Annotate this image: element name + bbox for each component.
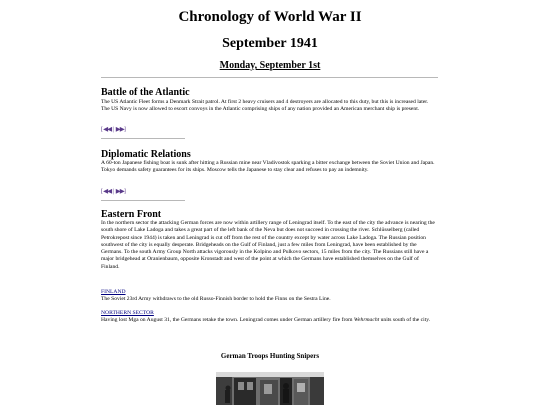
nav-bracket-open: [	[101, 188, 104, 195]
subsection-northern	[101, 310, 438, 325]
subsection-text-northern-em: Wehrmacht	[353, 317, 380, 324]
prev-arrow-icon[interactable]: ◀◀	[103, 188, 112, 195]
nav-separator: |	[112, 188, 115, 195]
section-heading-eastern: Eastern Front	[101, 209, 162, 220]
photo-caption: German Troops Hunting Snipers	[220, 352, 320, 360]
date-heading-text: Monday, September 1st	[219, 60, 321, 71]
page-subtitle: September 1941	[222, 36, 318, 51]
subsection-finland	[101, 289, 438, 304]
subsection-label-finland: FINLAND	[101, 289, 126, 295]
nav-links	[101, 188, 126, 196]
subsection-text-northern: Having lost Mga on August 31, the Germans retake the town. Leningrad comes under German artillery fire from	[101, 317, 353, 324]
divider	[101, 200, 185, 201]
soldiers-photo	[216, 372, 324, 405]
page-title: Chronology of World War II	[178, 9, 362, 25]
subsection-text-finland: The Soviet 23rd Army withdraws to the old Russo-Finnish border to hold the Finns on the Sestra Line.	[101, 296, 331, 303]
section-heading-diplomatic: Diplomatic Relations	[101, 149, 191, 160]
nav-bracket-close: ]	[123, 188, 126, 195]
section-text-eastern: In the northern sector the attacking German forces are now within artillery range of Leningrad itself. To the east of the city the advance is nearing the south shore of Lake Ladoga and takes a great part of the left bank of the Neva but does not succeed in crossing the river. Schlüsselberg (called Petrokrepost since 1944) is taken and Leningrad is cut off from the rest of the country except by water across Lake Ladoga. The Russian position southwest of the city is equally desperate. Bridgeheads on the Gulf of Finland, just a few miles from Leningrad, have been established by the Germans. To the south Army Group North attacks vigorously in the Kolpino and Pulkovo sectors, 15 miles from the city. The Russians still have a major bridgehead at Oranienbaum, opposite Kronstadt and west of the point at which the Germans have established themselves on the Gulf of Finland.	[101, 220, 435, 270]
section-text-atlantic: The US Atlantic Fleet forms a Denmark Strait patrol. At first 2 heavy cruisers and 4 destroyers are allocated to this duty, but this is increased later. The US Navy is now allowed to escort convoys in the Atlantic comprising ships of any nation provided an American merchant ship is present.	[101, 99, 429, 113]
divider	[101, 77, 438, 78]
next-arrow-icon[interactable]: ▶▶	[115, 126, 124, 133]
nav-links	[101, 126, 126, 134]
section-heading-atlantic: Battle of the Atlantic	[101, 87, 190, 98]
subsection-text-northern-end: units south of the city.	[380, 317, 431, 324]
photo-graphic	[216, 372, 324, 405]
nav-bracket-open: [	[101, 126, 104, 133]
prev-arrow-icon[interactable]: ◀◀	[103, 126, 112, 133]
nav-bracket-close: ]	[123, 126, 126, 133]
next-arrow-icon[interactable]: ▶▶	[115, 188, 124, 195]
subsection-label-northern: NORTHERN SECTOR	[101, 310, 154, 316]
divider	[101, 138, 185, 139]
date-heading	[0, 60, 540, 72]
nav-separator: |	[112, 126, 115, 133]
section-text-diplomatic: A 60-ton Japanese fishing boat is sunk after hitting a Russian mine near Vladivostok sparking a bitter exchange between the Soviet Union and Japan. Tokyo demands safety guarantees for its ships. Moscow tells the Japanese to stay clear and refuses to pay an indemnity.	[101, 160, 435, 174]
